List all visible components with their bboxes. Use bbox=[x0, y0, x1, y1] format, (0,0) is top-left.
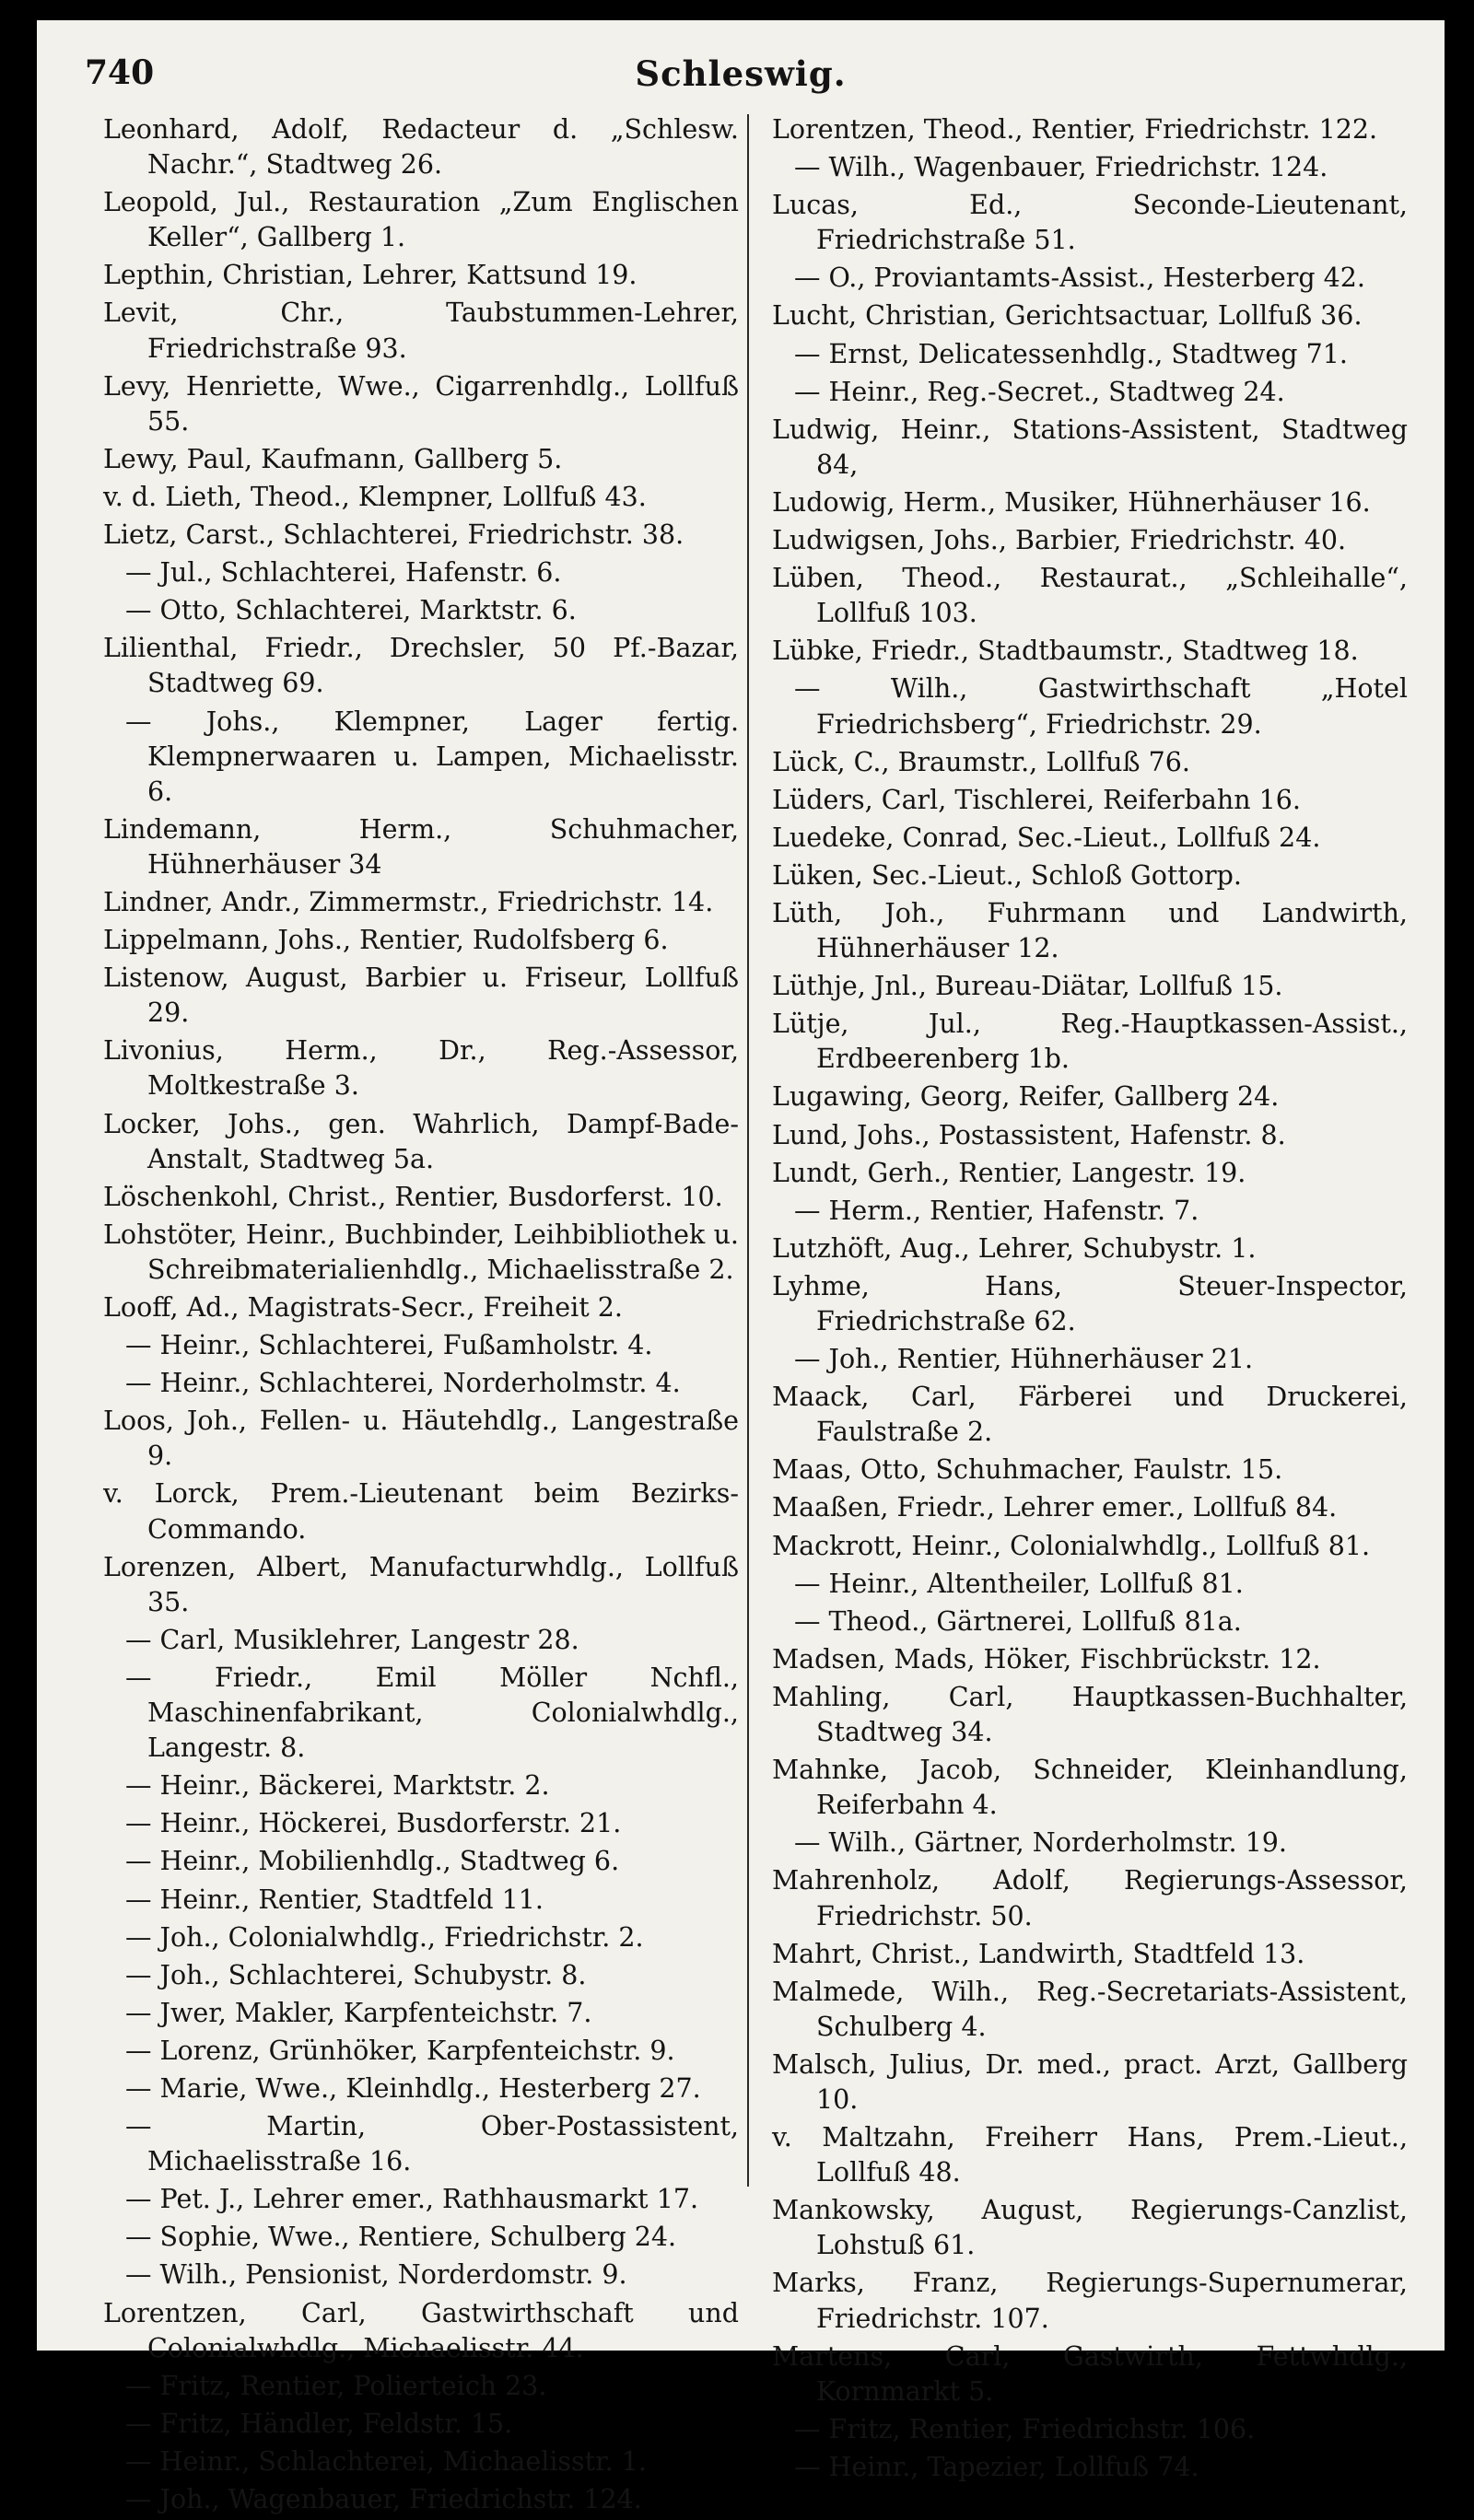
directory-entry: Mahling, Carl, Hauptkassen-Buchhalter, Stadtweg 34. bbox=[772, 1681, 1408, 1748]
directory-entry: — Joh., Wagenbauer, Friedrichstr. 124. bbox=[125, 2484, 642, 2514]
directory-entry: Maack, Carl, Färberei und Druckerei, Faulstraße 2. bbox=[772, 1382, 1408, 1448]
directory-entry: — Joh., Schlachterei, Schubystr. 8. bbox=[125, 1959, 587, 1990]
directory-entry: Listenow, August, Barbier u. Friseur, Lollfuß 29. bbox=[103, 962, 739, 1029]
directory-entry: Lorentzen, Theod., Rentier, Friedrichstr. 122. bbox=[772, 114, 1378, 145]
directory-entry: — Joh., Colonialwhdlg., Friedrichstr. 2. bbox=[125, 1921, 644, 1953]
directory-entry: Mahrenholz, Adolf, Regierungs-Assessor, Friedrichstr. 50. bbox=[772, 1865, 1408, 1931]
directory-entry: Löschenkohl, Christ., Rentier, Busdorferst. 10. bbox=[103, 1181, 723, 1212]
directory-entry: Ludwigsen, Johs., Barbier, Friedrichstr. 40. bbox=[772, 525, 1347, 556]
directory-entry: Lüders, Carl, Tischlerei, Reiferbahn 16. bbox=[772, 784, 1301, 815]
directory-entry: Lyhme, Hans, Steuer-Inspector, Friedrichstraße 62. bbox=[772, 1270, 1408, 1336]
directory-entry: Lorentzen, Carl, Gastwirthschaft und Colonialwhdlg., Michaelisstr. 44. bbox=[103, 2297, 739, 2363]
directory-entry: — Ernst, Delicatessenhdlg., Stadtweg 71. bbox=[794, 338, 1348, 369]
directory-entry: — Pet. J., Lehrer emer., Rathhausmarkt 17. bbox=[125, 2184, 699, 2215]
directory-entry: Loos, Joh., Fellen- u. Häutehdlg., Langestraße 9. bbox=[103, 1406, 739, 1472]
directory-entry: Livonius, Herm., Dr., Reg.-Assessor, Moltkestraße 3. bbox=[103, 1035, 739, 1102]
directory-entry: — Jul., Schlachterei, Hafenstr. 6. bbox=[125, 557, 562, 589]
directory-entry: Mankowsky, August, Regierungs-Canzlist, Lohstuß 61. bbox=[772, 2195, 1408, 2261]
directory-entry: Lohstöter, Heinr., Buchbinder, Leihbibliothek u. Schreibmaterialienhdlg., Michaelisstraße 2. bbox=[103, 1219, 739, 1285]
directory-entry: — Heinr., Rentier, Stadtfeld 11. bbox=[125, 1884, 544, 1915]
directory-entry: Marks, Franz, Regierungs-Supernumerar, Friedrichstr. 107. bbox=[772, 2268, 1408, 2334]
directory-entry: Lugawing, Georg, Reifer, Gallberg 24. bbox=[772, 1081, 1280, 1113]
directory-entry: Maas, Otto, Schuhmacher, Faulstr. 15. bbox=[772, 1454, 1283, 1486]
directory-entry: — Wilh., Gastwirthschaft „Hotel Friedrichsberg“, Friedrichstr. 29. bbox=[794, 673, 1408, 740]
directory-entry: Lindemann, Herm., Schuhmacher, Hühnerhäuser 34 bbox=[103, 813, 739, 880]
directory-entry: Ludwig, Heinr., Stations-Assistent, Stadtweg 84, bbox=[772, 414, 1408, 480]
directory-entry: Lucht, Christian, Gerichtsactuar, Lollfuß 36. bbox=[772, 300, 1363, 332]
directory-entry: Lück, C., Braumstr., Lollfuß 76. bbox=[772, 746, 1190, 777]
directory-entry: Locker, Johs., gen. Wahrlich, Dampf-Bade-Anstalt, Stadtweg 5a. bbox=[103, 1108, 739, 1174]
directory-entry: — Martin, Ober-Postassistent, Michaelisstraße 16. bbox=[125, 2111, 739, 2177]
directory-entry: Looff, Ad., Magistrats-Secr., Freiheit 2. bbox=[103, 1292, 623, 1323]
directory-entry: Mahrt, Christ., Landwirth, Stadtfeld 13. bbox=[772, 1938, 1305, 1969]
directory-entry: — Heinr., Mobilienhdlg., Stadtweg 6. bbox=[125, 1846, 620, 1877]
left-column bbox=[103, 112, 739, 2520]
directory-entry: Lübke, Friedr., Stadtbaumstr., Stadtweg 18. bbox=[772, 636, 1359, 667]
directory-entry: — Otto, Schlachterei, Marktstr. 6. bbox=[125, 595, 577, 626]
directory-entry: Lewy, Paul, Kaufmann, Gallberg 5. bbox=[103, 443, 563, 474]
directory-entry: — Herm., Rentier, Hafenstr. 7. bbox=[794, 1195, 1199, 1226]
directory-entry: Luedeke, Conrad, Sec.-Lieut., Lollfuß 24. bbox=[772, 822, 1321, 853]
directory-entry: — Joh., Rentier, Hühnerhäuser 21. bbox=[794, 1344, 1254, 1375]
directory-entry: Ludowig, Herm., Musiker, Hühnerhäuser 16. bbox=[772, 486, 1371, 518]
directory-entry: Mackrott, Heinr., Colonialwhdlg., Lollfuß 81. bbox=[772, 1530, 1371, 1561]
directory-entry: — Jwer, Makler, Karpfenteichstr. 7. bbox=[125, 1997, 592, 2028]
directory-entry: Levy, Henriette, Wwe., Cigarrenhdlg., Lollfuß 55. bbox=[103, 370, 739, 437]
directory-entry: Malmede, Wilh., Reg.-Secretariats-Assistent, Schulberg 4. bbox=[772, 1976, 1408, 2042]
directory-entry: — Sophie, Wwe., Rentiere, Schulberg 24. bbox=[125, 2222, 677, 2253]
column-divider bbox=[747, 114, 749, 2187]
directory-entry: Lutzhöft, Aug., Lehrer, Schubystr. 1. bbox=[772, 1232, 1257, 1264]
directory-entry: — Lorenz, Grünhöker, Karpfenteichstr. 9. bbox=[125, 2035, 675, 2066]
directory-entry: Leopold, Jul., Restauration „Zum Englischen Keller“, Gallberg 1. bbox=[103, 187, 739, 253]
directory-entry: — Fritz, Rentier, Friedrichstr. 106. bbox=[794, 2413, 1256, 2444]
directory-entry: Lund, Johs., Postassistent, Hafenstr. 8. bbox=[772, 1119, 1286, 1150]
directory-entry: Lippelmann, Johs., Rentier, Rudolfsberg 6. bbox=[103, 925, 669, 956]
page-number: 740 bbox=[85, 53, 155, 92]
page-title: Schleswig. bbox=[635, 53, 847, 94]
directory-entry: — Wilh., Gärtner, Norderholmstr. 19. bbox=[794, 1827, 1287, 1859]
directory-entry: — Heinr., Schlachterei, Norderholmstr. 4. bbox=[125, 1368, 681, 1399]
directory-entry: — Carl, Musiklehrer, Langestr 28. bbox=[125, 1624, 579, 1655]
directory-entry: v. Lorck, Prem.-Lieutenant beim Bezirks-Commando. bbox=[103, 1478, 739, 1545]
directory-entry: Lietz, Carst., Schlachterei, Friedrichstr. 38. bbox=[103, 519, 684, 551]
directory-entry: v. d. Lieth, Theod., Klempner, Lollfuß 43. bbox=[103, 481, 647, 512]
directory-entry: — Heinr., Schlachterei, Fußamholstr. 4. bbox=[125, 1330, 653, 1361]
directory-entry: Levit, Chr., Taubstummen-Lehrer, Friedrichstraße 93. bbox=[103, 298, 739, 364]
directory-entry: — Heinr., Bäckerei, Marktstr. 2. bbox=[125, 1770, 550, 1802]
directory-entry: — Heinr., Höckerei, Busdorferstr. 21. bbox=[125, 1808, 622, 1839]
directory-entry: Lüth, Joh., Fuhrmann und Landwirth, Hühnerhäuser 12. bbox=[772, 897, 1408, 964]
directory-entry: — Heinr., Reg.-Secret., Stadtweg 24. bbox=[794, 376, 1285, 407]
directory-entry: — Johs., Klempner, Lager fertig. Klempnerwaaren u. Lampen, Michaelisstr. 6. bbox=[125, 706, 739, 807]
directory-entry: Lütje, Jul., Reg.-Hauptkassen-Assist., Erdbeerenberg 1b. bbox=[772, 1009, 1408, 1075]
directory-entry: — Fritz, Händler, Feldstr. 15. bbox=[125, 2408, 513, 2439]
directory-entry: Leonhard, Adolf, Redacteur d. „Schlesw. Nachr.“, Stadtweg 26. bbox=[103, 114, 739, 181]
directory-entry: — O., Proviantamts-Assist., Hesterberg 42. bbox=[794, 262, 1365, 294]
directory-entry: Lorenzen, Albert, Manufacturwhdlg., Lollfuß 35. bbox=[103, 1551, 739, 1617]
directory-page bbox=[37, 20, 1445, 2514]
directory-entry: — Heinr., Altentheiler, Lollfuß 81. bbox=[794, 1568, 1244, 1599]
directory-entry: Lüben, Theod., Restaurat., „Schleihalle“, Lollfuß 103. bbox=[772, 563, 1408, 629]
directory-entry: — Heinr., Tapezier, Lollfuß 74. bbox=[794, 2451, 1199, 2482]
directory-entry: Maaßen, Friedr., Lehrer emer., Lollfuß 84. bbox=[772, 1492, 1338, 1523]
directory-entry: Lindner, Andr., Zimmermstr., Friedrichstr. 14. bbox=[103, 886, 714, 917]
directory-entry: Lundt, Gerh., Rentier, Langestr. 19. bbox=[772, 1157, 1246, 1188]
directory-entry: — Theod., Gärtnerei, Lollfuß 81a. bbox=[794, 1605, 1242, 1637]
directory-entry: — Friedr., Emil Möller Nchfl., Maschinenfabrikant, Colonialwhdlg., Langestr. 8. bbox=[125, 1662, 739, 1764]
directory-entry: — Wilh., Wagenbauer, Friedrichstr. 124. bbox=[794, 152, 1328, 183]
directory-entry: Lilienthal, Friedr., Drechsler, 50 Pf.-Bazar, Stadtweg 69. bbox=[103, 633, 739, 699]
directory-entry: Malsch, Julius, Dr. med., pract. Arzt, Gallberg 10. bbox=[772, 2048, 1408, 2115]
directory-entry: Martens, Carl, Gastwirth, Fettwhdlg., Kornmarkt 5. bbox=[772, 2340, 1408, 2407]
right-column bbox=[772, 112, 1408, 2488]
directory-entry: Mahnke, Jacob, Schneider, Kleinhandlung, Reiferbahn 4. bbox=[772, 1755, 1408, 1821]
directory-entry: Lüken, Sec.-Lieut., Schloß Gottorp. bbox=[772, 859, 1242, 891]
directory-entry: Lucas, Ed., Seconde-Lieutenant, Friedrichstraße 51. bbox=[772, 190, 1408, 256]
directory-entry: — Wilh., Pensionist, Norderdomstr. 9. bbox=[125, 2259, 627, 2291]
directory-entry: v. Maltzahn, Freiherr Hans, Prem.-Lieut., Lollfuß 48. bbox=[772, 2122, 1408, 2188]
directory-entry: Lüthje, Jnl., Bureau-Diätar, Lollfuß 15. bbox=[772, 971, 1283, 1002]
directory-entry: — Marie, Wwe., Kleinhdlg., Hesterberg 27. bbox=[125, 2072, 701, 2104]
page-header bbox=[37, 20, 1445, 103]
directory-entry: Madsen, Mads, Höker, Fischbrückstr. 12. bbox=[772, 1643, 1321, 1674]
directory-entry: Lepthin, Christian, Lehrer, Kattsund 19. bbox=[103, 260, 638, 291]
directory-entry: — Fritz, Rentier, Polierteich 23. bbox=[125, 2370, 547, 2401]
directory-entry: — Heinr., Schlachterei, Michaelisstr. 1. bbox=[125, 2445, 647, 2477]
